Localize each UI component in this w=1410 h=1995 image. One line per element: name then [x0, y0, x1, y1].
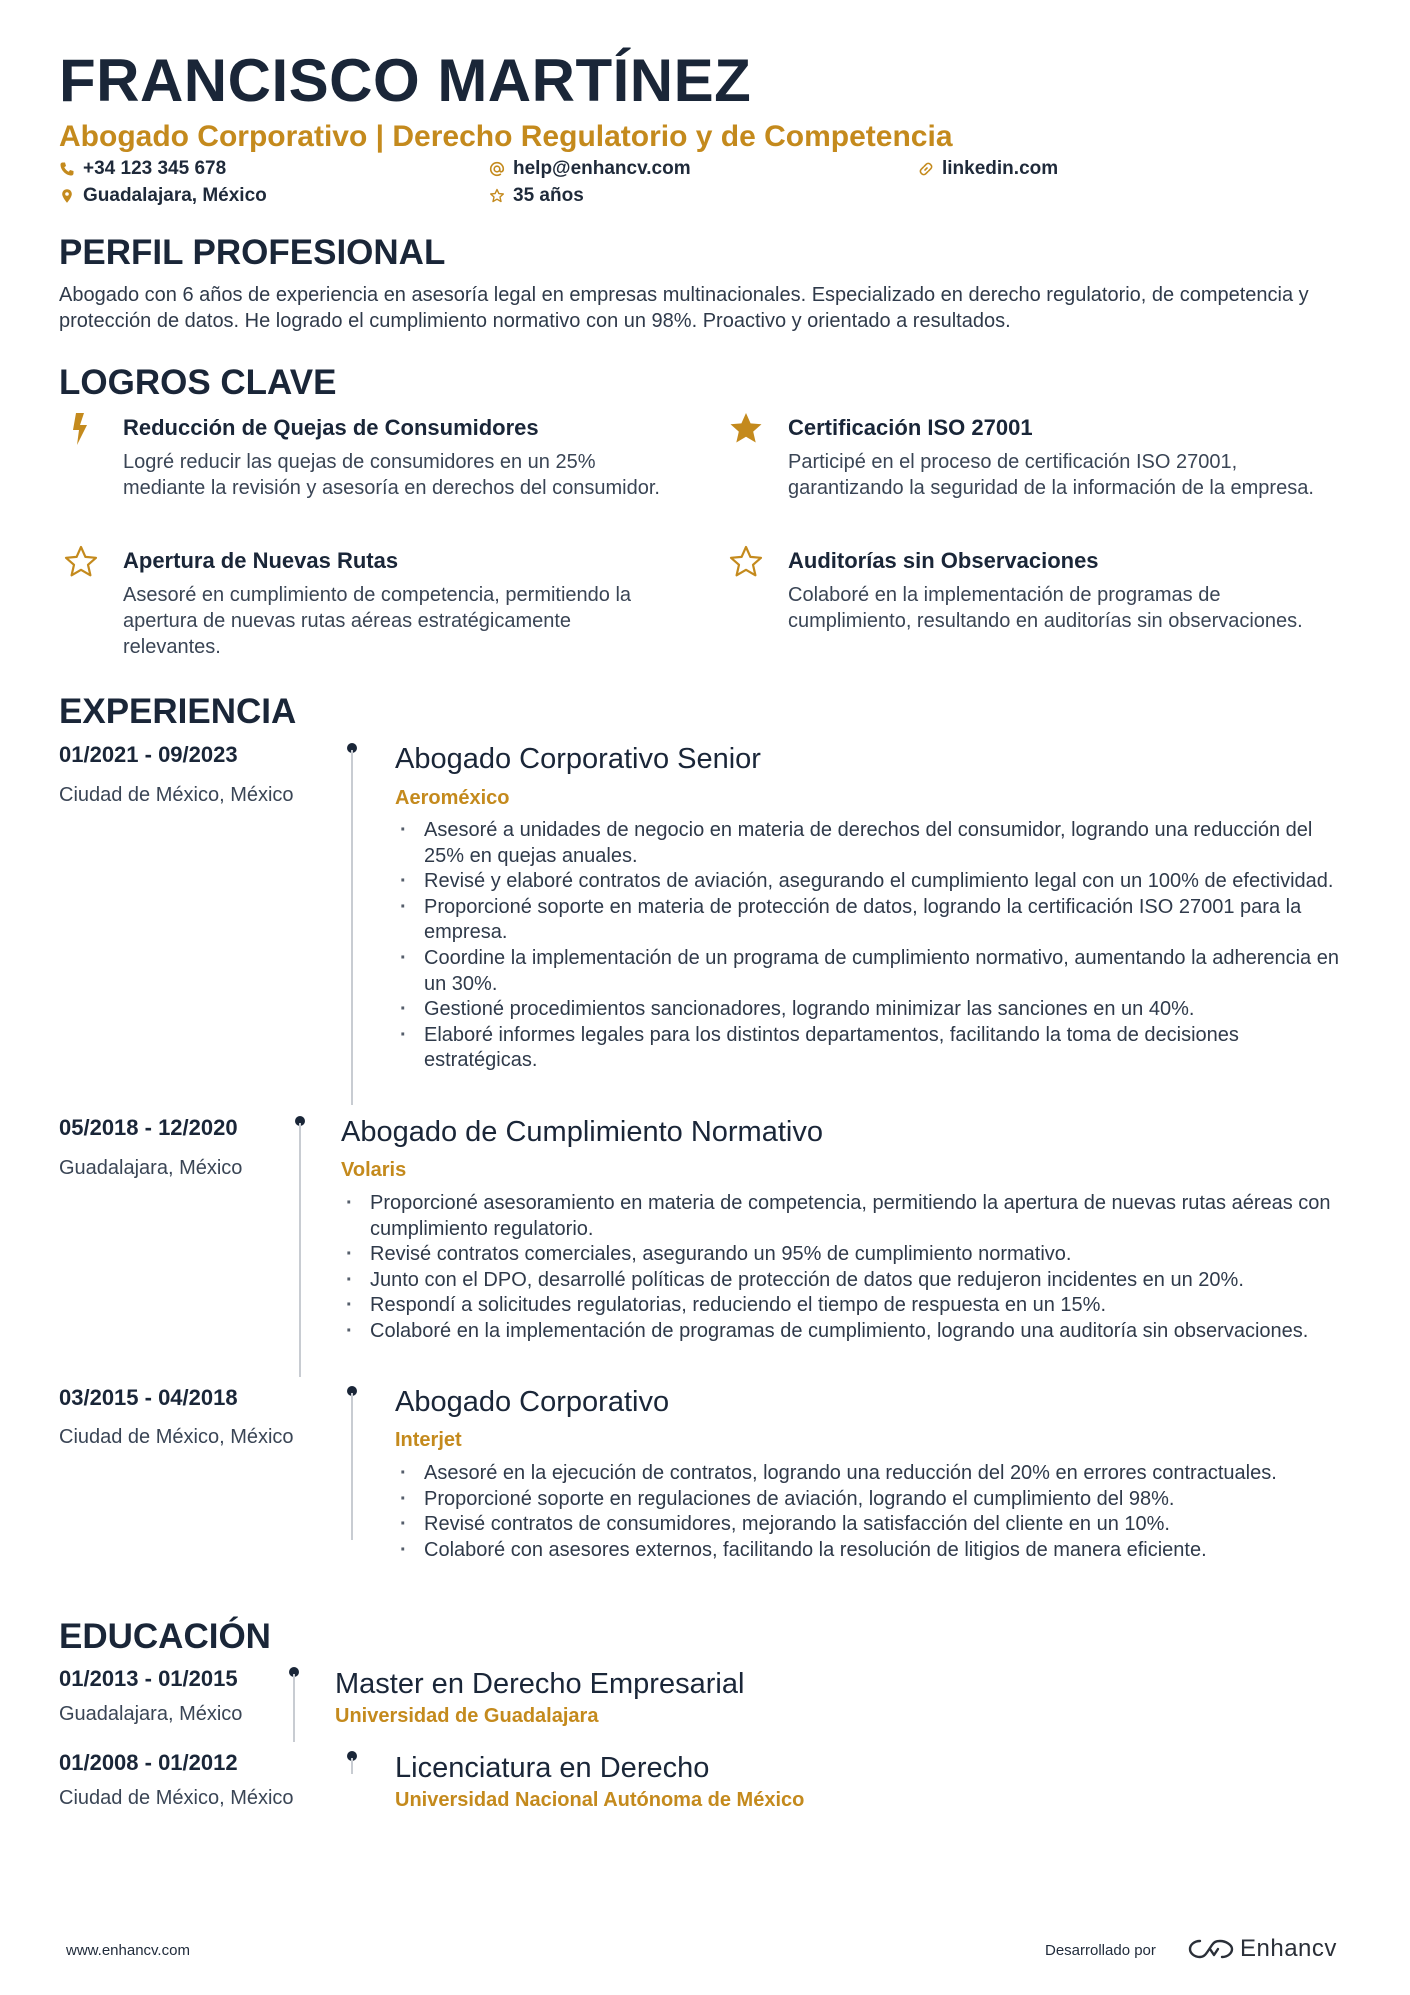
job-bullet: · Gestioné procedimientos sancionadores, logrando minimizar las sanciones en un 40%.: [396, 997, 1356, 1023]
job-bullet: · Proporcioné soporte en materia de protección de datos, logrando la certificación ISO 27001 para la empresa.: [396, 895, 1356, 946]
job-bullet: · Colaboré con asesores externos, facilitando la resolución de litigios de manera eficiente.: [396, 1538, 1356, 1564]
job-company: Volaris: [341, 1159, 407, 1181]
job-dates: 05/2018 - 12/2020: [59, 1115, 238, 1140]
job-dates: 01/2021 - 09/2023: [59, 742, 238, 767]
achievement-title: Auditorías sin Observaciones: [788, 548, 1099, 573]
profile-section-title: PERFIL PROFESIONAL: [59, 233, 446, 272]
timeline-line: [293, 1674, 295, 1742]
contact-linkedin-text: linkedin.com: [942, 158, 1059, 179]
star-icon: [489, 188, 505, 204]
outline-star-icon: [63, 544, 99, 580]
filled-star-icon: [728, 411, 764, 447]
footer-website[interactable]: www.enhancv.com: [66, 1942, 190, 1959]
education-location: Ciudad de México, México: [59, 1787, 294, 1809]
job-location: Ciudad de México, México: [59, 784, 294, 806]
contact-email[interactable]: [489, 157, 691, 181]
contact-location: [59, 184, 267, 208]
lightning-bolt-icon: [63, 411, 99, 447]
enhancv-logo-icon: [1188, 1937, 1234, 1961]
timeline-line: [351, 1393, 353, 1540]
candidate-headline: Abogado Corporativo | Derecho Regulatorio y de Competencia: [59, 120, 953, 153]
timeline-line: [351, 750, 353, 1105]
job-company: Interjet: [395, 1429, 462, 1451]
phone-icon: [59, 161, 75, 177]
job-bullet: · Asesoré en la ejecución de contratos, logrando una reducción del 20% en errores contractuales.: [396, 1461, 1356, 1487]
contact-email-text: help@enhancv.com: [513, 158, 691, 179]
contact-phone[interactable]: [59, 157, 226, 181]
job-bullet: · Elaboré informes legales para los distintos departamentos, facilitando la toma de decisiones estratégicas.: [396, 1023, 1356, 1074]
achievement-title: Certificación ISO 27001: [788, 415, 1033, 440]
achievement-description: Asesoré en cumplimiento de competencia, permitiendo la apertura de nuevas rutas aéreas estratégicamente relevantes.: [123, 584, 632, 658]
education-degree: Master en Derecho Empresarial: [335, 1668, 745, 1700]
job-bullet: · Coordine la implementación de un programa de cumplimiento normativo, aumentando la adherencia en un 30%.: [396, 946, 1356, 997]
job-bullet: · Respondí a solicitudes regulatorias, reduciendo el tiempo de respuesta en un 15%.: [342, 1293, 1362, 1319]
job-bullets: [342, 1191, 1362, 1345]
footer-brand-name: Enhancv: [1240, 1935, 1337, 1962]
education-section-title: EDUCACIÓN: [59, 1617, 271, 1656]
achievement-title: Reducción de Quejas de Consumidores: [123, 415, 539, 440]
location-pin-icon: [59, 188, 75, 204]
job-bullet: · Colaboré en la implementación de programas de cumplimiento, logrando una auditoría sin observaciones.: [342, 1319, 1362, 1345]
job-bullet: · Revisé y elaboré contratos de aviación, asegurando el cumplimiento legal con un 100% de efectividad.: [396, 869, 1356, 895]
link-icon: [918, 161, 934, 177]
achievement-description: Participé en el proceso de certificación ISO 27001, garantizando la seguridad de la información de la empresa.: [788, 451, 1314, 499]
job-bullet: · Revisé contratos comerciales, asegurando un 95% de cumplimiento normativo.: [342, 1242, 1362, 1268]
job-company: Aeroméxico: [395, 787, 510, 809]
timeline-line: [351, 1758, 353, 1774]
job-bullet: · Junto con el DPO, desarrollé políticas de protección de datos que redujeron incidentes en un 20%.: [342, 1268, 1362, 1294]
profile-summary: Abogado con 6 años de experiencia en asesoría legal en empresas multinacionales. Especializado en derecho regulatorio, de competencia y protección de datos. He logrado el cumplimiento normativo con un 98%. Proactivo y orientado a resultados.: [59, 284, 1309, 332]
job-location: Ciudad de México, México: [59, 1426, 294, 1448]
education-school: Universidad de Guadalajara: [335, 1705, 599, 1727]
at-sign-icon: [489, 161, 505, 177]
job-dates: 03/2015 - 04/2018: [59, 1385, 238, 1410]
outline-star-icon: [728, 544, 764, 580]
job-title: Abogado Corporativo: [395, 1386, 670, 1418]
contact-location-text: Guadalajara, México: [83, 185, 267, 206]
achievement-description: Colaboré en la implementación de programas de cumplimiento, resultando en auditorías sin observaciones.: [788, 584, 1303, 632]
job-bullet: · Proporcioné asesoramiento en materia de competencia, permitiendo la apertura de nuevas rutas aéreas con cumplimiento regulatorio.: [342, 1191, 1362, 1242]
experience-section-title: EXPERIENCIA: [59, 692, 297, 731]
footer-powered-by: Desarrollado por: [1045, 1942, 1156, 1959]
education-dates: 01/2013 - 01/2015: [59, 1666, 238, 1691]
candidate-name: FRANCISCO MARTÍNEZ: [59, 47, 752, 114]
education-degree: Licenciatura en Derecho: [395, 1752, 710, 1784]
job-bullets: [396, 818, 1356, 1074]
education-location: Guadalajara, México: [59, 1703, 243, 1725]
job-bullet: · Proporcioné soporte en regulaciones de aviación, logrando el cumplimiento del 98%.: [396, 1487, 1356, 1513]
job-location: Guadalajara, México: [59, 1157, 243, 1179]
education-school: Universidad Nacional Autónoma de México: [395, 1789, 805, 1811]
achievement-description: Logré reducir las quejas de consumidores en un 25% mediante la revisión y asesoría en derechos del consumidor.: [123, 451, 660, 499]
timeline-line: [299, 1123, 301, 1377]
job-bullets: [396, 1461, 1356, 1563]
job-title: Abogado de Cumplimiento Normativo: [341, 1116, 823, 1148]
job-bullet: · Asesoré a unidades de negocio en materia de derechos del consumidor, logrando una reducción del 25% en quejas anuales.: [396, 818, 1356, 869]
education-dates: 01/2008 - 01/2012: [59, 1750, 238, 1775]
contact-age: [489, 184, 584, 208]
contact-phone-text: +34 123 345 678: [83, 158, 227, 179]
job-title: Abogado Corporativo Senior: [395, 743, 761, 775]
contact-linkedin[interactable]: [918, 157, 1058, 181]
achievement-title: Apertura de Nuevas Rutas: [123, 548, 399, 573]
contact-age-text: 35 años: [513, 185, 584, 206]
job-bullet: · Revisé contratos de consumidores, mejorando la satisfacción del cliente en un 10%.: [396, 1512, 1356, 1538]
footer-brand-logo[interactable]: [1188, 1934, 1337, 1964]
achievements-section-title: LOGROS CLAVE: [59, 363, 337, 402]
